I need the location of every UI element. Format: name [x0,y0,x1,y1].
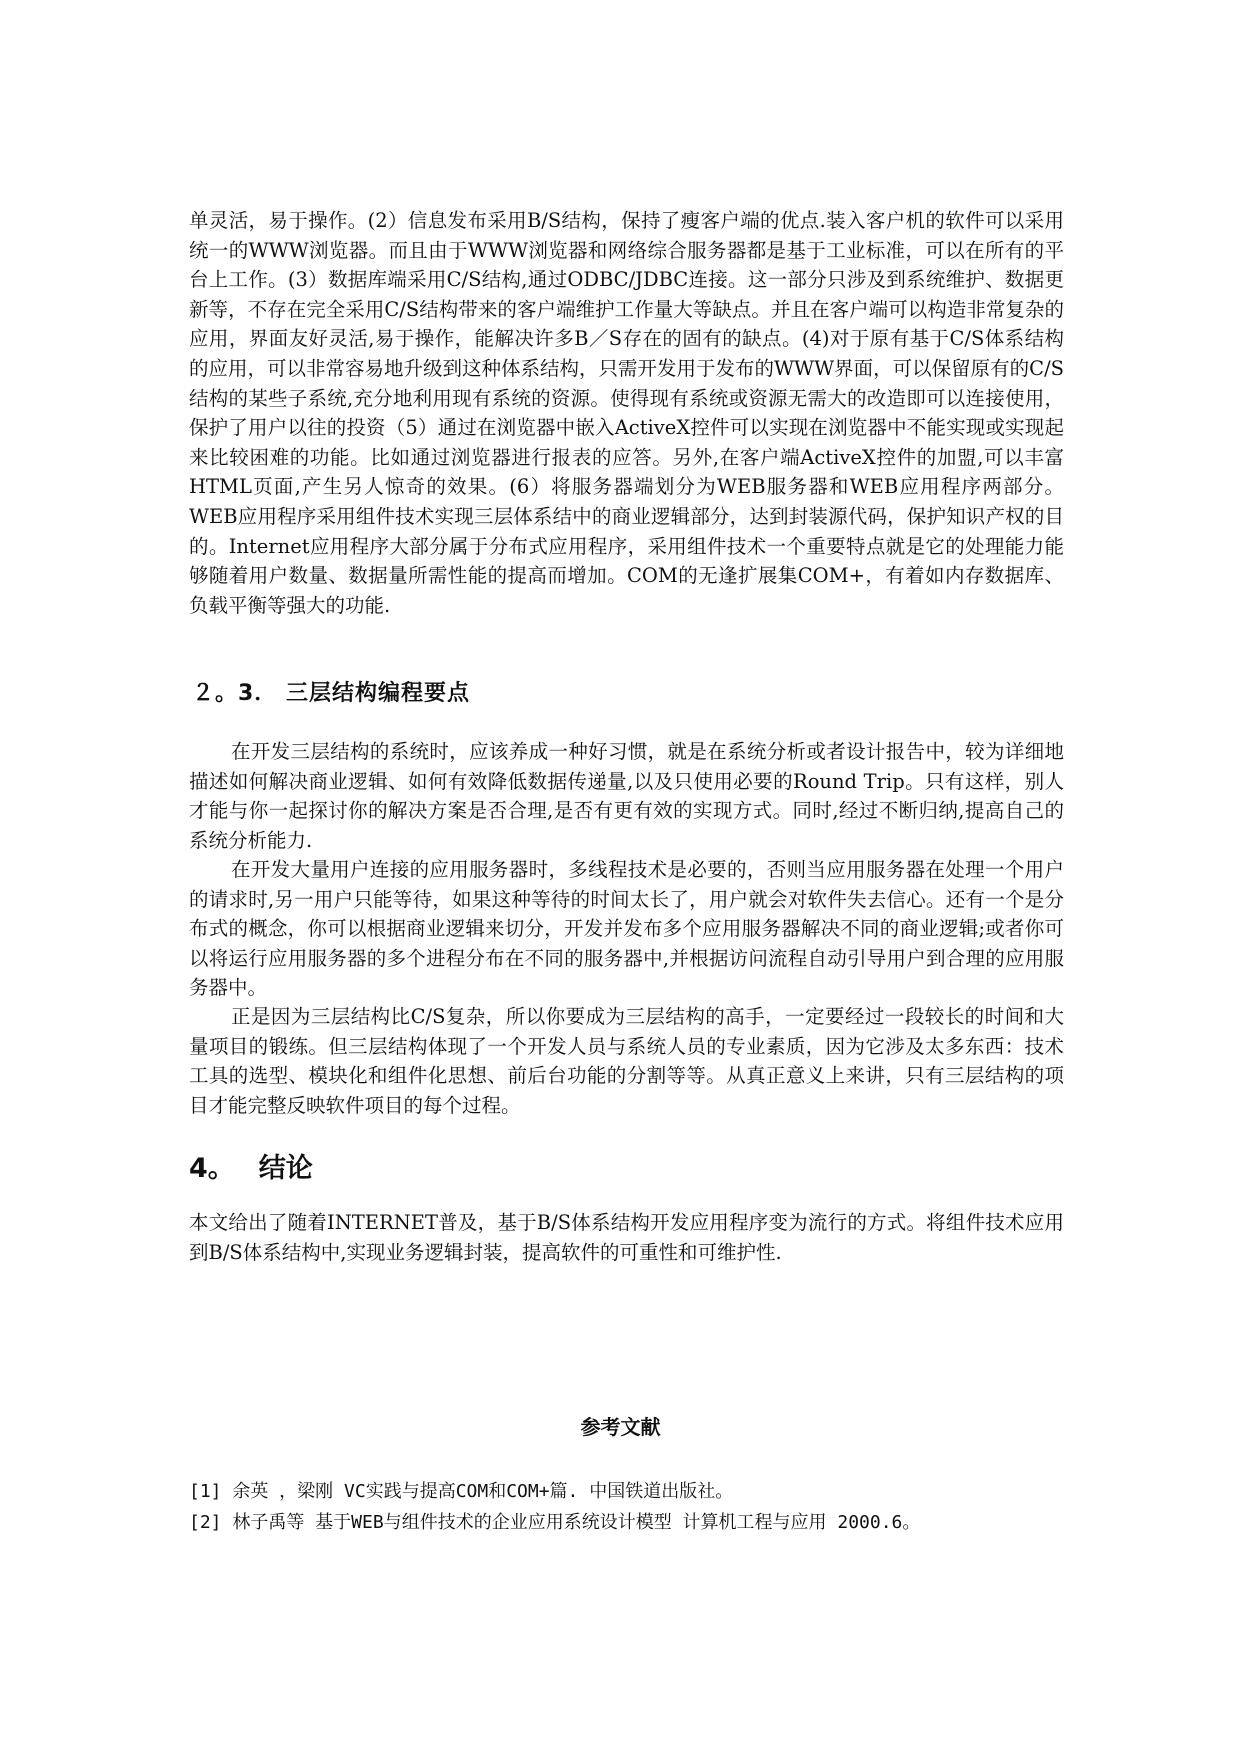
paragraph-advantages: 单灵活，易于操作。(2）信息发布采用B/S结构，保持了瘦客户端的优点.装入客户机的软件可以采用统一的WWW浏览器。而且由于WWW浏览器和网络综合服务器都是基于工业标准，可以在所有的平台上工作。(3）数据库端采用C/S结构,通过ODBC/JDBC连接。这一部分只涉及到系统维护、数据更新等，不存在完全采用C/S结构带来的客户端维护工作量大等缺点。并且在客户端可以构造非常复杂的应用，界面友好灵活,易于操作，能解决许多B／S存在的固有的缺点。(4)对于原有基于C/S体系结构的应用，可以非常容易地升级到这种体系结构，只需开发用于发布的WWW界面，可以保留原有的C/S结构的某些子系统,充分地利用现有系统的资源。使得现有系统或资源无需大的改造即可以连接使用，保护了用户以往的投资（5）通过在浏览器中嵌入ActiveX控件可以实现在浏览器中不能实现或实现起来比较困难的功能。比如通过浏览器进行报表的应答。另外,在客户端ActiveX控件的加盟,可以丰富HTML页面,产生另人惊奇的效果。(6）将服务器端划分为WEB服务器和WEB应用程序两部分。WEB应用程序采用组件技术实现三层体系结中的商业逻辑部分，达到封装源代码，保护知识产权的目的。Internet应用程序大部分属于分布式应用程序，采用组件技术一个重要特点就是它的处理能力能够随着用户数量、数据量所需性能的提高而增加。COM的无逢扩展集COM+，有着如内存数据库、负载平衡等强大的功能. [189,209,1064,617]
references-title: 参考文献 [580,1415,661,1439]
paragraph-conclusion: 本文给出了随着INTERNET普及，基于B/S体系结构开发应用程序变为流行的方式。将组件技术应用到B/S体系结构中,实现业务逻辑封装，提高软件的可重性和可维护性. [189,1211,1064,1264]
section-title: 结论 [258,1153,313,1184]
paragraph-design-habit: 在开发三层结构的系统时，应该养成一种好习惯，就是在系统分析或者设计报告中，较为详细地描述如何解决商业逻辑、如何有效降低数据传递量,以及只使用必要的Round Trip。只有这样，别人才能与你一起探讨你的解决方案是否合理,是否有更有效的实现方式。同时,经过不断归纳,提高自己的系统分析能力. [189,740,1064,852]
reference-item: [1] 余英 ，梁刚 VC实践与提高COM和COM+篇. 中国铁道出版社。 [189,1481,734,1502]
paragraph-multithreading: 在开发大量用户连接的应用服务器时，多线程技术是必要的，否则当应用服务器在处理一个用户的请求时,另一用户只能等待，如果这种等待的时间太长了，用户就会对软件失去信心。还有一个是分布式的概念，你可以根据商业逻辑来切分，开发并发布多个应用服务器解决不同的商业逻辑;或者你可以将运行应用服务器的多个进程分布在不同的服务器中,并根据访问流程自动引导用户到合理的应用服务器中。 [189,858,1064,1000]
paragraph-complexity: 正是因为三层结构比C/S复杂，所以你要成为三层结构的高手，一定要经过一段较长的时间和大量项目的锻练。但三层结构体现了一个开发人员与系统人员的专业素质，因为它涉及太多东西：技术工具的选型、模块化和组件化思想、前后台功能的分割等等。从真正意义上来讲，只有三层结构的项目才能完整反映软件项目的每个过程。 [189,1005,1064,1117]
reference-item: [2] 林子禹等 基于WEB与组件技术的企业应用系统设计模型 计算机工程与应用 2000.6。 [189,1512,921,1533]
section-heading-conclusion [189,1146,313,1185]
section-number: 4。 [189,1153,235,1184]
section-heading-2-3: ２。3． 三层结构编程要点 [192,681,470,706]
